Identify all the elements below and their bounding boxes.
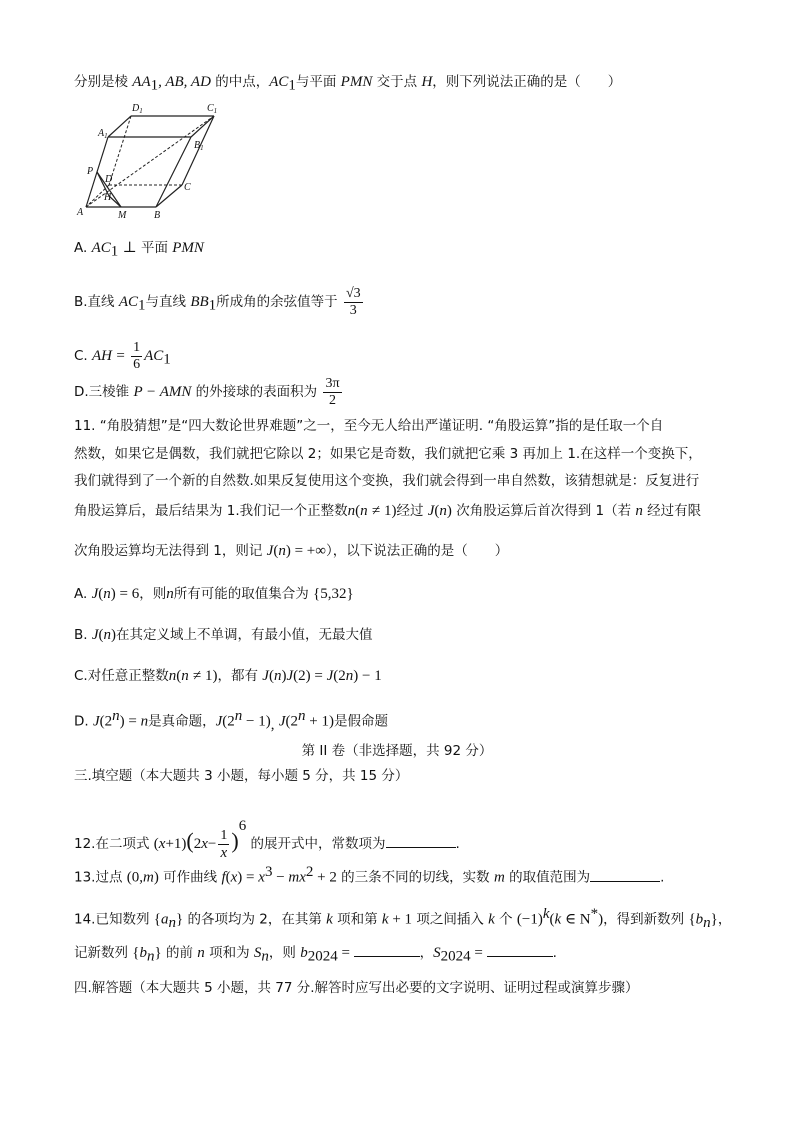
q14-line2: 记新数列 $\{b_n\}$ 的前 n 项和为 $S_n$，则 $b_{2024}$ = ，$S_{2024}$ = . (74, 945, 557, 965)
label-m: M (118, 210, 127, 221)
label-h: H (104, 192, 112, 203)
part2-heading: 第 II 卷（非选择题，共 92 分） (301, 743, 493, 759)
q11-line5: 次角股运算均无法得到 1，则记 J(n) = +∞），以下说法正确的是（ ） (74, 543, 509, 559)
q10-option-d: D.三棱锥 P − AMN 的外接球的表面积为 $\frac{3\pi}{2}$ (74, 375, 340, 408)
q11-line2: 然数，如果它是偶数，我们就把它除以 2；如果它是奇数，我们就把它乘 3 再加上 1.在这样一个变换下， (74, 446, 702, 462)
label-b: B (154, 210, 161, 221)
label-a1: $A_1$ (98, 128, 108, 140)
label-d: D (105, 174, 113, 185)
q10-option-c: C. AH = $\frac{1}{6}$ $AC_1$ (74, 339, 171, 372)
parallelepiped-figure (74, 98, 224, 224)
q10-option-a: A. $AC_1$ ⊥ 平面 PMN (74, 240, 204, 260)
q13: 13.过点 (0,m) 可作曲线 $f(x) = x^3 - mx^2 + 2$ 的三条不同的切线，实数 m 的取值范围为 . (74, 864, 665, 886)
q10-stem: 分别是棱 $AA_1$, AB, AD 的中点，$AC_1$与平面 PMN 交于点 H，则下列说法正确的是（ ） (74, 74, 622, 94)
label-p: P (87, 166, 94, 177)
section4-heading: 四.解答题（本大题共 5 小题，共 77 分.解答时应写出必要的文字说明、证明过程或演算步骤） (74, 980, 639, 996)
label-b1: $B_1$ (194, 140, 204, 152)
label-c: C (184, 182, 191, 193)
q11-line4: 角股运算后，最后结果为 1.我们记一个正整数n(n ≠ 1)经过 J(n) 次角股运算后首次得到 1（若 n 经过有限 (74, 503, 702, 519)
label-a: A (77, 207, 84, 218)
q11-line3: 我们就得到了一个新的自然数.如果反复使用这个变换，我们就会得到一串自然数，该猜想就是：反复进行 (74, 473, 700, 489)
label-c1: $C_1$ (207, 103, 218, 115)
q12: 12.在二项式 (x+1)(2x− $\frac{1}{x}$ )$^6$ 的展开式中，常数项为 . (74, 818, 460, 861)
q11-option-a: A. J(n) = 6，则n所有可能的取值集合为 {5,32} (74, 586, 354, 602)
q11-line1: 11. “角股猜想”是“四大数论世界难题”之一，至今无人给出严谨证明. “角股运算”指的是任取一个自 (74, 418, 664, 434)
label-d1: $D_1$ (132, 103, 143, 115)
section3-heading: 三.填空题（本大题共 3 小题，每小题 5 分，共 15 分） (74, 768, 409, 784)
q10-option-b: B.直线 $AC_1$与直线 $BB_1$所成角的余弦值等于 $\frac{√3}{3}$ (74, 285, 361, 318)
q11-option-c: C.对任意正整数n(n ≠ 1)，都有 J(n)J(2) = J(2n) − 1 (74, 668, 382, 684)
q11-option-b: B. J(n)在其定义域上不单调，有最小值，无最大值 (74, 627, 373, 643)
q14-line1: 14.已知数列 $\{a_n\}$ 的各项均为 2，在其第 k 项和第 k + 1 项之间插入 k 个 $(-1)^k(k$ ∈ N*)，得到新数列 $\{b_n\}$， (74, 906, 732, 932)
q11-option-d: D. $J(2^n) = n$是真命题，$J(2^n - 1)_,$ $J(2^n + 1)$是假命题 (74, 708, 388, 734)
